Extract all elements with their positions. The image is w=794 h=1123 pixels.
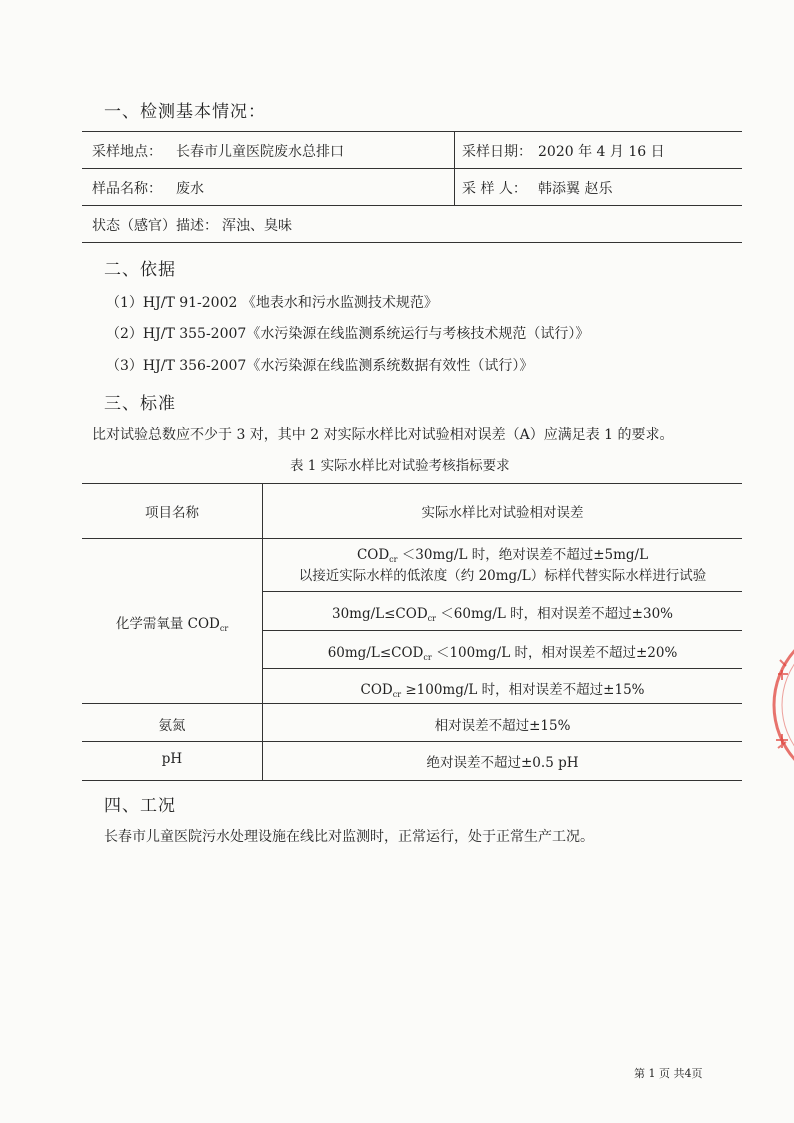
info-row-sample [82,168,742,205]
site-value: 长春市儿童医院废水总排口 [176,144,344,160]
section-title-basis: 二、依据 [104,260,176,280]
cod-name: 化学需氧量 $COD_{cr}$ [115,616,229,633]
ammonia-req: 相对误差不超过±15% [434,718,571,734]
section-title-condition: 四、工况 [104,796,176,816]
sampler-value: 韩添翼 赵乐 [538,181,613,197]
header-item-name: 项目名称 [145,505,199,521]
page-footer: 第 1 页 共4页 [634,1067,703,1080]
condition-paragraph: 长春市儿童医院污水处理设施在线比对监测时，正常运行，处于正常生产工况。 [104,829,594,845]
basis-item-2: （2）HJ/T 355-2007《水污染源在线监测系统运行与考核技术规范（试行）》 [106,326,590,342]
section-title-standard: 三、标准 [104,394,176,414]
ph-name: pH [161,751,183,767]
basis-item-3: （3）HJ/T 356-2007《水污染源在线监测系统数据有效性（试行）》 [106,358,534,374]
ph-req: 绝对误差不超过±0.5 pH [426,755,579,771]
date-value: 2020 年 4 月 16 日 [538,144,665,160]
date-label: 采样日期： [462,144,532,160]
site-label: 采样地点： [92,144,162,160]
basis-item-1: （1）HJ/T 91-2002 《地表水和污水监测技术规范》 [106,295,438,311]
cod-req-low-note: 以接近实际水样的低浓度（约 20mg/L）标样代替实际水样进行试验 [298,568,707,584]
state-value: 浑浊、臭味 [222,218,292,234]
sampler-label: 采 样 人： [462,181,527,197]
cod-req-low: $COD_{cr} <30mg/L$ 时，绝对误差不超过±5mg/L [356,547,649,564]
cod-req-100: $COD_{cr} \ge 100mg/L$ 时，相对误差不超过±15% [360,682,645,699]
ammonia-name: 氨氮 [158,718,186,734]
section-title-basic-info: 一、检测基本情况： [104,102,266,122]
info-row-state [82,205,742,243]
red-seal-fragment [766,630,794,780]
cod-req-30-60: $30mg/L\le COD_{cr} <60mg/L$ 时，相对误差不超过±30% [331,606,674,623]
info-row-site [82,131,742,168]
standards-table [82,483,742,781]
table-caption: 表 1 实际水样比对试验考核指标要求 [290,458,510,474]
header-requirement: 实际水样比对试验相对误差 [421,505,584,521]
standard-paragraph: 比对试验总数应不少于 3 对，其中 2 对实际水样比对试验相对误差（A）应满足表 1 的要求。 [92,427,674,443]
cod-req-60-100: $60mg/L\le COD_{cr} <100mg/L$ 时，相对误差不超过±20% [327,645,678,662]
sample-label: 样品名称： [92,181,162,197]
sample-value: 废水 [176,181,204,197]
basic-info-table [82,131,742,243]
state-label: 状态（感官）描述： [92,218,218,234]
